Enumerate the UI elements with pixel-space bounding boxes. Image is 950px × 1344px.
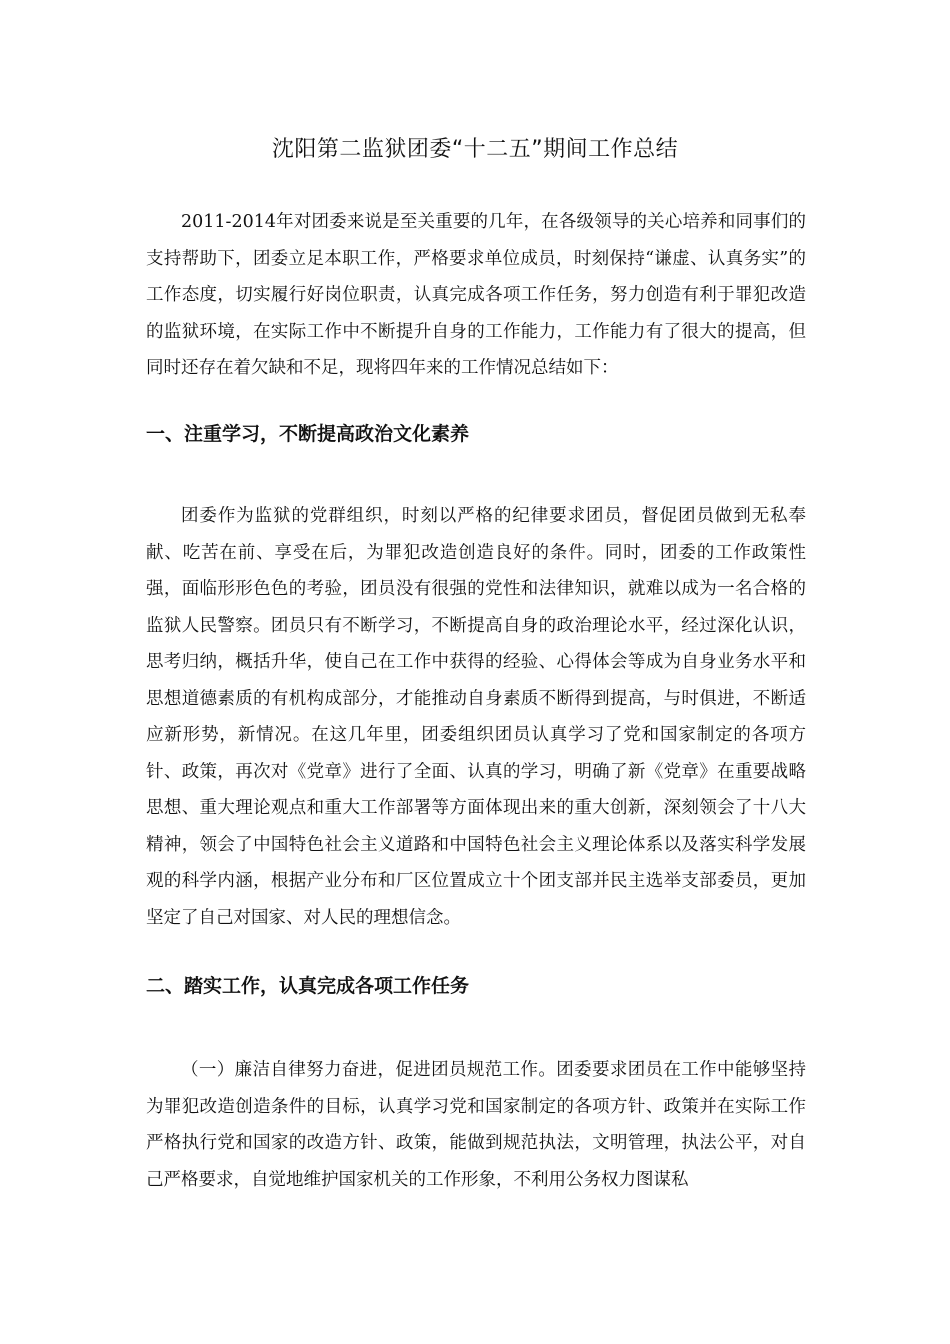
section-heading-2: 二、踏实工作，认真完成各项工作任务 — [146, 975, 470, 997]
section-body-1: 团委作为监狱的党群组织，时刻以严格的纪律要求团员，督促团员做到无私奉献、吃苦在前、享受在后，为罪犯改造创造良好的条件。同时，团委的工作政策性强，面临形形色色的考验，团员没有很强的党性和法律知识，就难以成为一名合格的监狱人民警察。团员只有不断学习，不断提高自身的政治理论水平，经过深化认识，思考归纳，概括升华，使自己在工作中获得的经验、心得体会等成为自身业务水平和思想道德素质的有机构成部分，才能推动自身素质不断得到提高，与时俱进，不断适应新形势，新情况。在这几年里，团委组织团员认真学习了党和国家制定的各项方针、政策，再次对《党章》进行了全面、认真的学习，明确了新《党章》在重要战略思想、重大理论观点和重大工作部署等方面体现出来的重大创新，深刻领会了十八大精神，领会了中国特色社会主义道路和中国特色社会主义理论体系以及落实科学发展观的科学内涵，根据产业分布和厂区位置成立十个团支部并民主选举支部委员，更加坚定了自己对国家、对人民的理想信念。 — [146, 506, 806, 928]
intro-paragraph: 2011-2014年对团委来说是至关重要的几年，在各级领导的关心培养和同事们的支持帮助下，团委立足本职工作，严格要求单位成员，时刻保持“谦虚、认真务实”的工作态度，切实履行好岗位职责，认真完成各项工作任务，努力创造有利于罪犯改造的监狱环境，在实际工作中不断提升自身的工作能力，工作能力有了很大的提高，但同时还存在着欠缺和不足，现将四年来的工作情况总结如下： — [146, 212, 806, 378]
section-body-2: （一）廉洁自律努力奋进，促进团员规范工作。团委要求团员在工作中能够坚持为罪犯改造创造条件的目标，认真学习党和国家制定的各项方针、政策并在实际工作严格执行党和国家的改造方针、政策，能做到规范执法，文明管理，执法公平，对自己严格要求，自觉地维护国家机关的工作形象，不利用公务权力图谋私 — [146, 1060, 806, 1190]
section-heading-1: 一、注重学习，不断提高政治文化素养 — [146, 423, 470, 445]
document-title: 沈阳第二监狱团委“十二五”期间工作总结 — [271, 137, 679, 162]
